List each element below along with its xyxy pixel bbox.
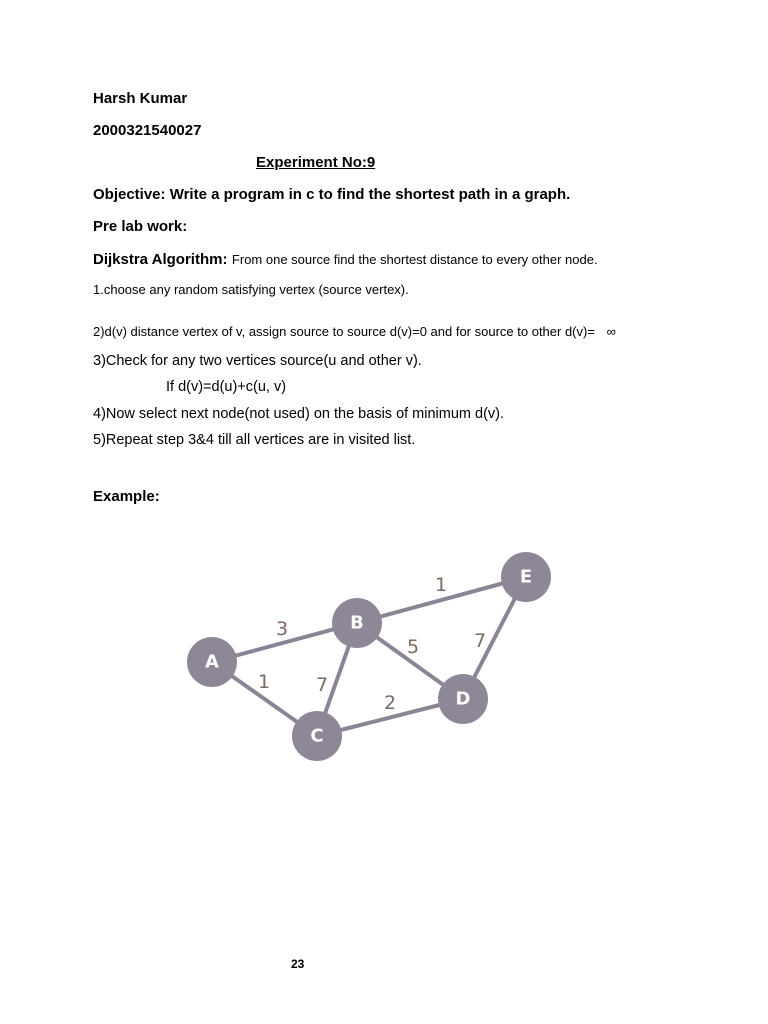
weight-b-d: 5 [406, 636, 420, 658]
node-label-c: C [310, 725, 324, 747]
dijkstra-title: Dijkstra Algorithm: [93, 251, 228, 268]
step-3-formula: If d(v)=d(u)+c(u, v) [166, 379, 287, 395]
objective: Objective: Write a program in c to find the shortest path in a graph. [93, 186, 571, 203]
node-label-b: B [350, 612, 364, 634]
experiment-title: Experiment No:9 [256, 154, 376, 171]
weight-b-e: 1 [434, 574, 448, 596]
step-4: 4)Now select next node(not used) on the basis of minimum d(v). [93, 406, 505, 422]
infinity-symbol: ∞ [606, 324, 616, 339]
example-label: Example: [93, 488, 160, 505]
node-label-a: A [205, 651, 219, 673]
weight-a-b: 3 [275, 618, 289, 640]
weight-c-d: 2 [383, 692, 397, 714]
prelab-heading: Pre lab work: [93, 218, 188, 235]
author-name: Harsh Kumar [93, 90, 188, 107]
step-1: 1.choose any random satisfying vertex (source vertex). [93, 282, 409, 297]
page-number: 23 [291, 957, 305, 971]
weight-a-c: 1 [257, 671, 271, 693]
step-5: 5)Repeat step 3&4 till all vertices are in visited list. [93, 432, 416, 448]
roll-number: 2000321540027 [93, 122, 202, 139]
weight-d-e: 7 [473, 630, 487, 652]
step-2-text: 2)d(v) distance vertex of v, assign source to source d(v)=0 and for source to other d(v)= [93, 324, 595, 339]
node-label-d: D [455, 688, 471, 710]
weight-b-c: 7 [315, 674, 329, 696]
step-3: 3)Check for any two vertices source(u and other v). [93, 353, 422, 369]
dijkstra-description: From one source find the shortest distance to every other node. [231, 252, 598, 267]
node-label-e: E [519, 566, 533, 588]
